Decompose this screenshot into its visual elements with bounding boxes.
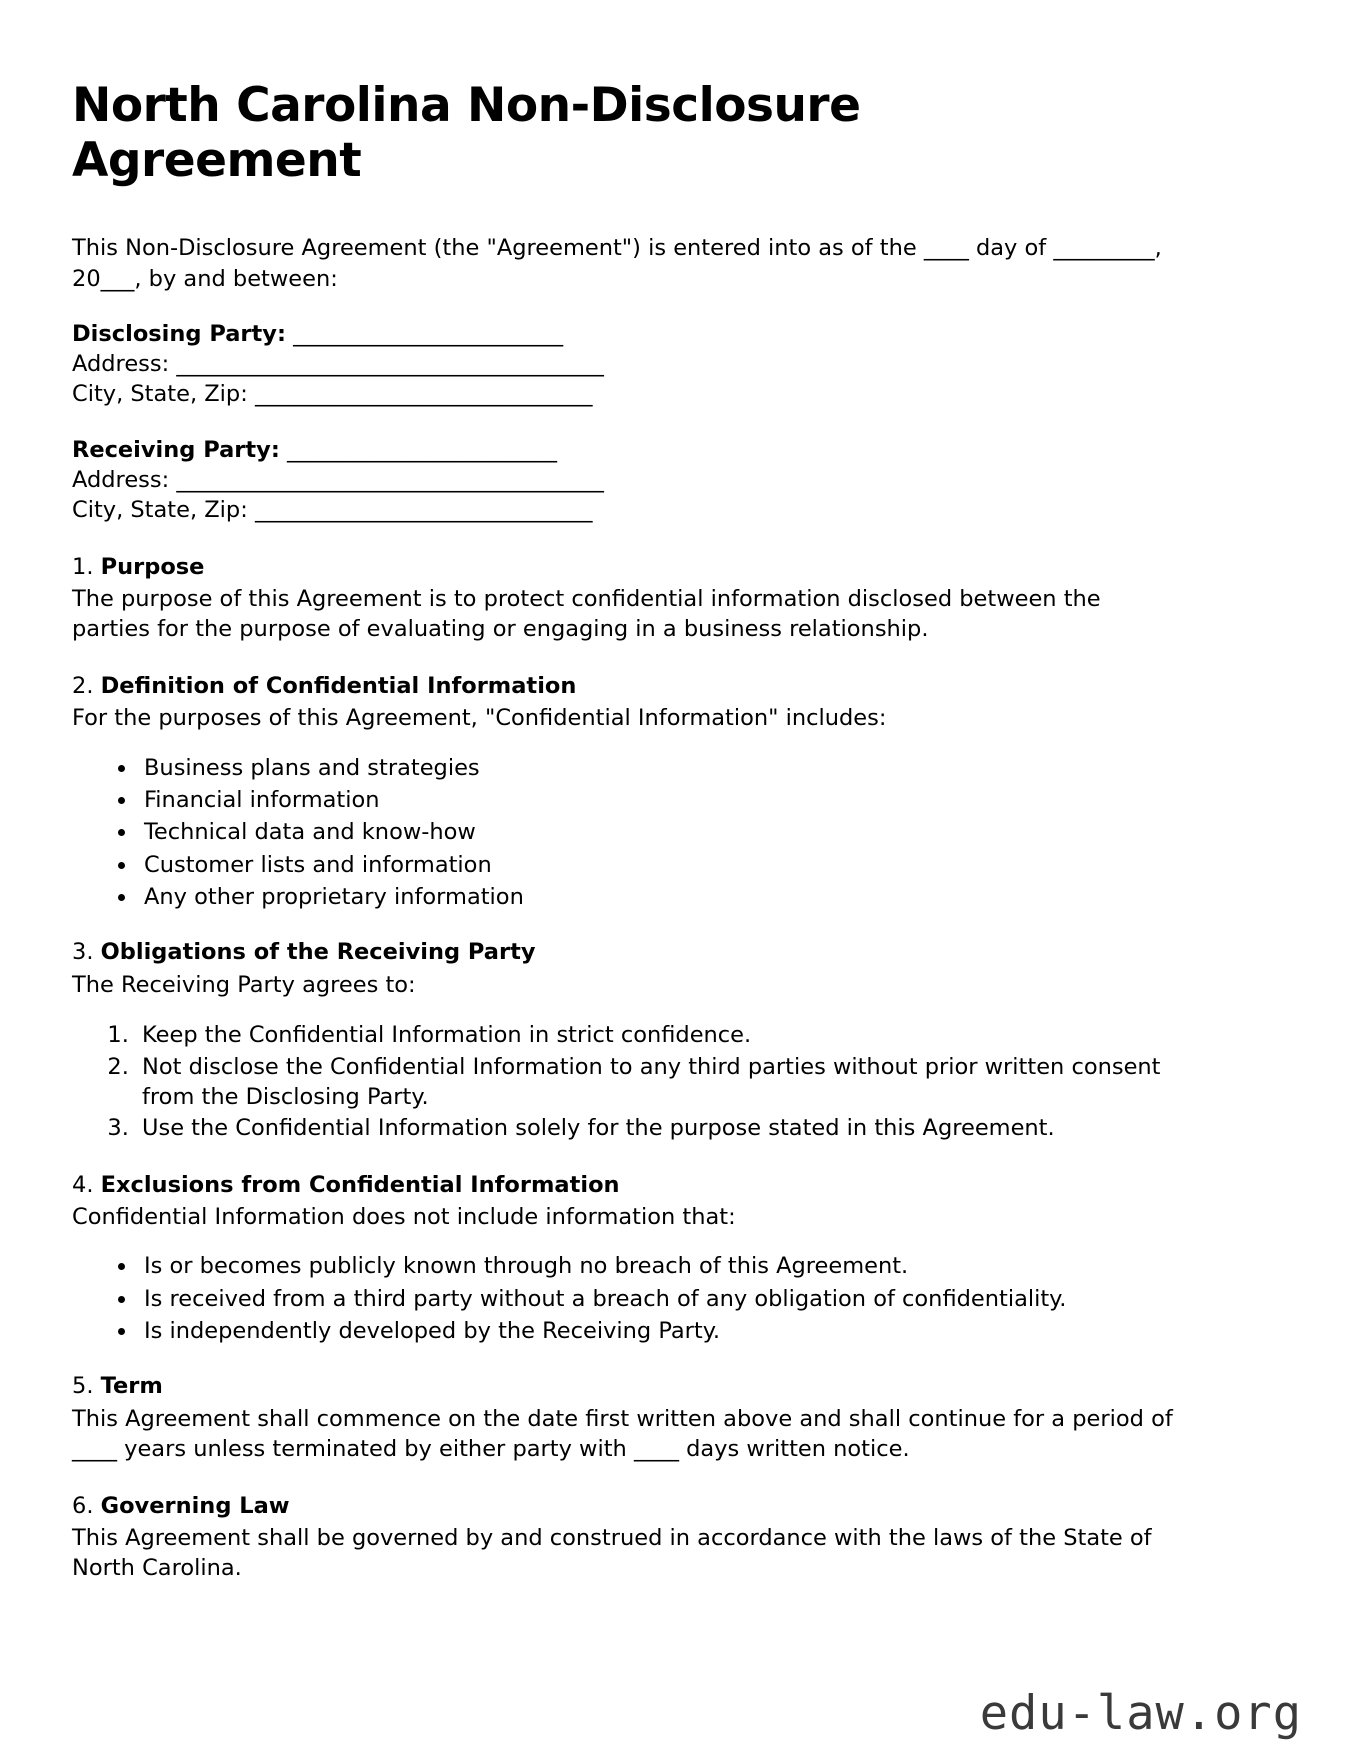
list-item: • Is independently developed by the Receiving Party.: [138, 1317, 1182, 1345]
section-body: This Agreement shall commence on the date first written above and shall continue for a period of ____ years unless terminated by either party with ____ days written notice.: [72, 1405, 1173, 1463]
receiving-party-city-label: City, State, Zip:: [72, 496, 248, 523]
section: [72, 1170, 1182, 1346]
disclosing-party-city-label: City, State, Zip:: [72, 380, 248, 407]
section-number: 1.: [72, 553, 94, 580]
section: [72, 937, 1182, 1143]
section-title: Purpose: [100, 553, 205, 580]
section-body: The purpose of this Agreement is to protect confidential information disclosed between the parties for the purpose of evaluating or engaging in a business relationship.: [72, 585, 1101, 643]
section-heading: [72, 552, 1182, 582]
section-title: Term: [100, 1373, 163, 1400]
list-item: • Is or becomes publicly known through no breach of this Agreement.: [138, 1252, 1182, 1280]
receiving-party-city-line: [72, 496, 1182, 526]
section-body: For the purposes of this Agreement, "Confidential Information" includes:: [72, 705, 887, 732]
receiving-party-city-fill[interactable]: ______________________________: [254, 496, 593, 523]
section-heading: [72, 671, 1182, 701]
list-item: • Any other proprietary information: [138, 883, 1182, 911]
disclosing-party-name-fill[interactable]: ________________________: [293, 321, 564, 348]
section: [72, 1491, 1182, 1584]
list-item: 2. Not disclose the Confidential Information to any third parties without prior written consent from the Disclosing Party.: [136, 1052, 1182, 1113]
sections-container: [72, 552, 1182, 1584]
section-title: Definition of Confidential Information: [100, 672, 577, 699]
receiving-party-block: [72, 436, 1182, 526]
section-heading: [72, 1170, 1182, 1200]
list-item: • Financial information: [138, 786, 1182, 814]
section-number: 2.: [72, 672, 94, 699]
section: [72, 1371, 1182, 1464]
section-bullet-list: [72, 1252, 1182, 1345]
section: [72, 671, 1182, 911]
disclosing-party-name-line: [72, 320, 1182, 350]
section-body: Confidential Information does not include information that:: [72, 1203, 736, 1230]
section-number: 6.: [72, 1492, 94, 1519]
section-title: Obligations of the Receiving Party: [100, 939, 536, 966]
receiving-party-name-fill[interactable]: ________________________: [286, 436, 557, 463]
section-number: 5.: [72, 1373, 94, 1400]
section-bullet-list: [72, 754, 1182, 912]
disclosing-party-address-label: Address:: [72, 351, 170, 378]
disclosing-party-address-line: [72, 350, 1182, 380]
disclosing-party-address-fill[interactable]: ______________________________________: [176, 351, 604, 378]
list-item: • Customer lists and information: [138, 851, 1182, 879]
section-number: 3.: [72, 939, 94, 966]
list-item: • Technical data and know-how: [138, 818, 1182, 846]
receiving-party-name-line: [72, 436, 1182, 466]
receiving-party-address-fill[interactable]: ______________________________________: [176, 466, 604, 493]
section-numbered-list: [72, 1020, 1182, 1144]
list-item: • Is received from a third party without a breach of any obligation of confidentiality.: [138, 1285, 1182, 1313]
section-body: This Agreement shall be governed by and construed in accordance with the laws of the State of North Carolina.: [72, 1524, 1152, 1582]
list-item: • Business plans and strategies: [138, 754, 1182, 782]
section-heading: [72, 1371, 1182, 1401]
disclosing-party-label: Disclosing Party:: [72, 321, 286, 348]
receiving-party-address-line: [72, 466, 1182, 496]
list-item: 3. Use the Confidential Information solely for the purpose stated in this Agreement.: [136, 1113, 1182, 1143]
watermark: edu-law.org: [979, 1686, 1302, 1741]
disclosing-party-city-fill[interactable]: ______________________________: [254, 380, 593, 407]
section-title: Governing Law: [100, 1492, 290, 1519]
intro-paragraph: This Non-Disclosure Agreement (the "Agreement") is entered into as of the ____ day of _________, 20___, by and between:: [72, 234, 1162, 292]
section-number: 4.: [72, 1171, 94, 1198]
receiving-party-label: Receiving Party:: [72, 436, 280, 463]
disclosing-party-block: [72, 320, 1182, 410]
section-title: Exclusions from Confidential Information: [100, 1171, 620, 1198]
section-body: The Receiving Party agrees to:: [72, 971, 416, 998]
section-heading: [72, 1491, 1182, 1521]
receiving-party-address-label: Address:: [72, 466, 170, 493]
section: [72, 552, 1182, 645]
page-title: North Carolina Non-Disclosure Agreement: [72, 78, 861, 189]
disclosing-party-city-line: [72, 380, 1182, 410]
list-item: 1. Keep the Confidential Information in strict confidence.: [136, 1020, 1182, 1050]
section-heading: [72, 937, 1182, 967]
